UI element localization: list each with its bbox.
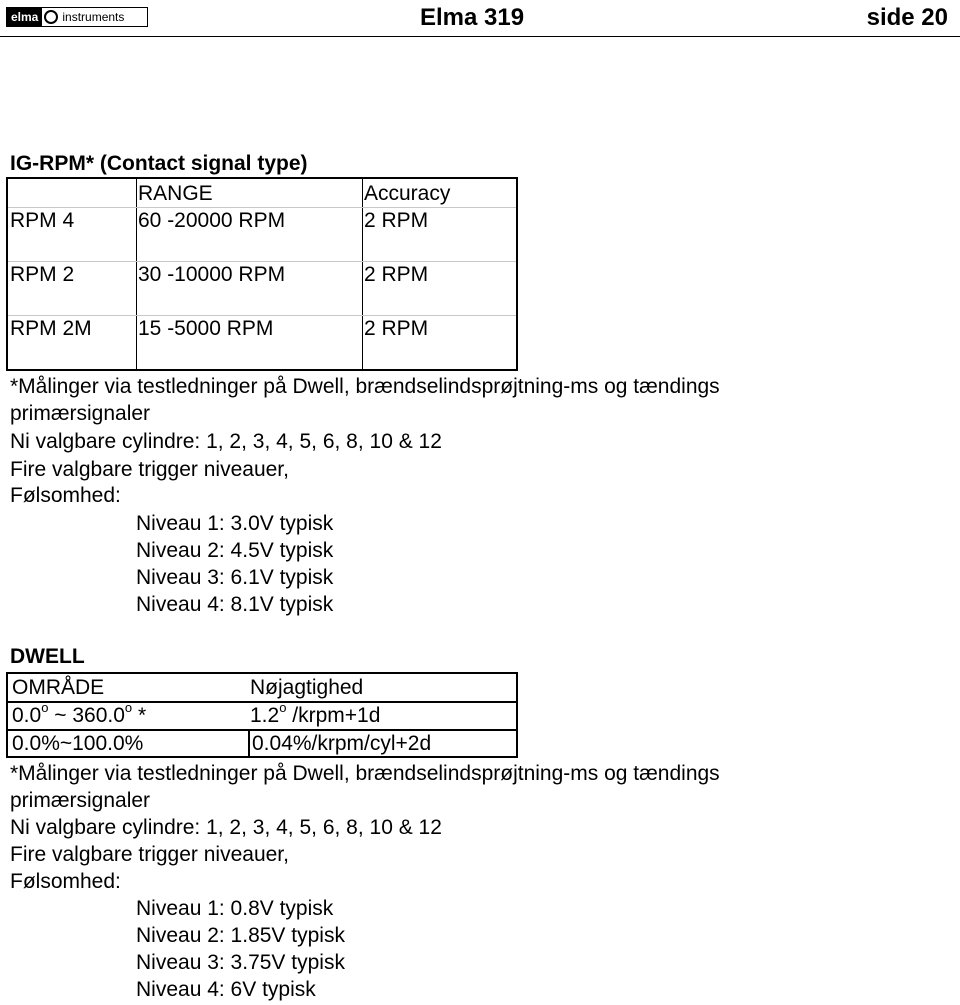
rpm-header-range: RANGE xyxy=(138,182,213,205)
page-number: side 20 xyxy=(866,4,948,31)
dwell-range-footnote: * xyxy=(132,704,147,727)
note-line: *Målinger via testledninger på Dwell, brændselindsprøjtning-ms og tændings xyxy=(10,762,720,785)
note-line: Følsomhed: xyxy=(10,870,121,893)
table-cell xyxy=(250,702,380,729)
logo-instruments-text: instruments xyxy=(62,10,125,24)
dwell-accuracy-unit: /krpm+1d xyxy=(286,704,381,727)
level-line: Niveau 4: 6V typisk xyxy=(136,978,316,1001)
dwell-heading: DWELL xyxy=(10,645,85,668)
level-line: Niveau 4: 8.1V typisk xyxy=(136,593,334,616)
logo-elma-text: elma xyxy=(7,8,42,26)
page-header xyxy=(0,0,960,37)
note-line: Fire valgbare trigger niveauer, xyxy=(10,458,289,481)
dwell-table-divider xyxy=(248,729,250,756)
dwell-header-range: OMRÅDE xyxy=(12,676,105,699)
dwell-table xyxy=(6,672,518,758)
level-line: Niveau 2: 1.85V typisk xyxy=(136,924,345,947)
table-cell: 60 -20000 RPM xyxy=(138,209,286,232)
degree-sign: o xyxy=(124,700,133,715)
level-line: Niveau 2: 4.5V typisk xyxy=(136,539,334,562)
elma-logo xyxy=(6,7,148,27)
note-line: Ni valgbare cylindre: 1, 2, 3, 4, 5, 6, 8, 10 & 12 xyxy=(10,816,442,839)
dwell-accuracy-value: 1.2 xyxy=(250,704,280,727)
dwell-range-start: 0.0 xyxy=(12,704,42,727)
document-title: Elma 319 xyxy=(420,4,525,31)
dwell-range-end: ~ 360.0 xyxy=(48,704,125,727)
rpm-header-accuracy: Accuracy xyxy=(364,182,451,205)
note-line: *Målinger via testledninger på Dwell, brændselindsprøjtning-ms og tændings xyxy=(10,375,720,398)
level-line: Niveau 1: 0.8V typisk xyxy=(136,897,334,920)
level-line: Niveau 3: 6.1V typisk xyxy=(136,566,334,589)
igrpm-heading: IG-RPM* (Contact signal type) xyxy=(10,152,308,175)
table-cell: 2 RPM xyxy=(364,263,429,286)
logo-swirl-icon xyxy=(44,10,58,24)
note-line: primærsignaler xyxy=(10,402,151,425)
table-cell: 0.0%~100.0% xyxy=(12,732,144,755)
table-cell: 2 RPM xyxy=(364,317,429,340)
table-cell xyxy=(12,702,146,729)
table-cell: 0.04%/krpm/cyl+2d xyxy=(252,732,432,755)
table-cell: RPM 2M xyxy=(10,317,92,340)
table-cell: RPM 2 xyxy=(10,263,75,286)
level-line: Niveau 1: 3.0V typisk xyxy=(136,512,334,535)
note-line: Fire valgbare trigger niveauer, xyxy=(10,843,289,866)
degree-sign: o xyxy=(279,700,287,715)
level-line: Niveau 3: 3.75V typisk xyxy=(136,951,345,974)
rpm-table xyxy=(6,177,518,371)
table-cell: 30 -10000 RPM xyxy=(138,263,286,286)
table-cell: 15 -5000 RPM xyxy=(138,317,274,340)
note-line: primærsignaler xyxy=(10,789,151,812)
note-line: Følsomhed: xyxy=(10,484,121,507)
note-line: Ni valgbare cylindre: 1, 2, 3, 4, 5, 6, 8, 10 & 12 xyxy=(10,430,442,453)
degree-sign: o xyxy=(41,700,49,715)
table-cell: 2 RPM xyxy=(364,209,429,232)
table-cell: RPM 4 xyxy=(10,209,75,232)
dwell-header-accuracy: Nøjagtighed xyxy=(250,676,364,699)
